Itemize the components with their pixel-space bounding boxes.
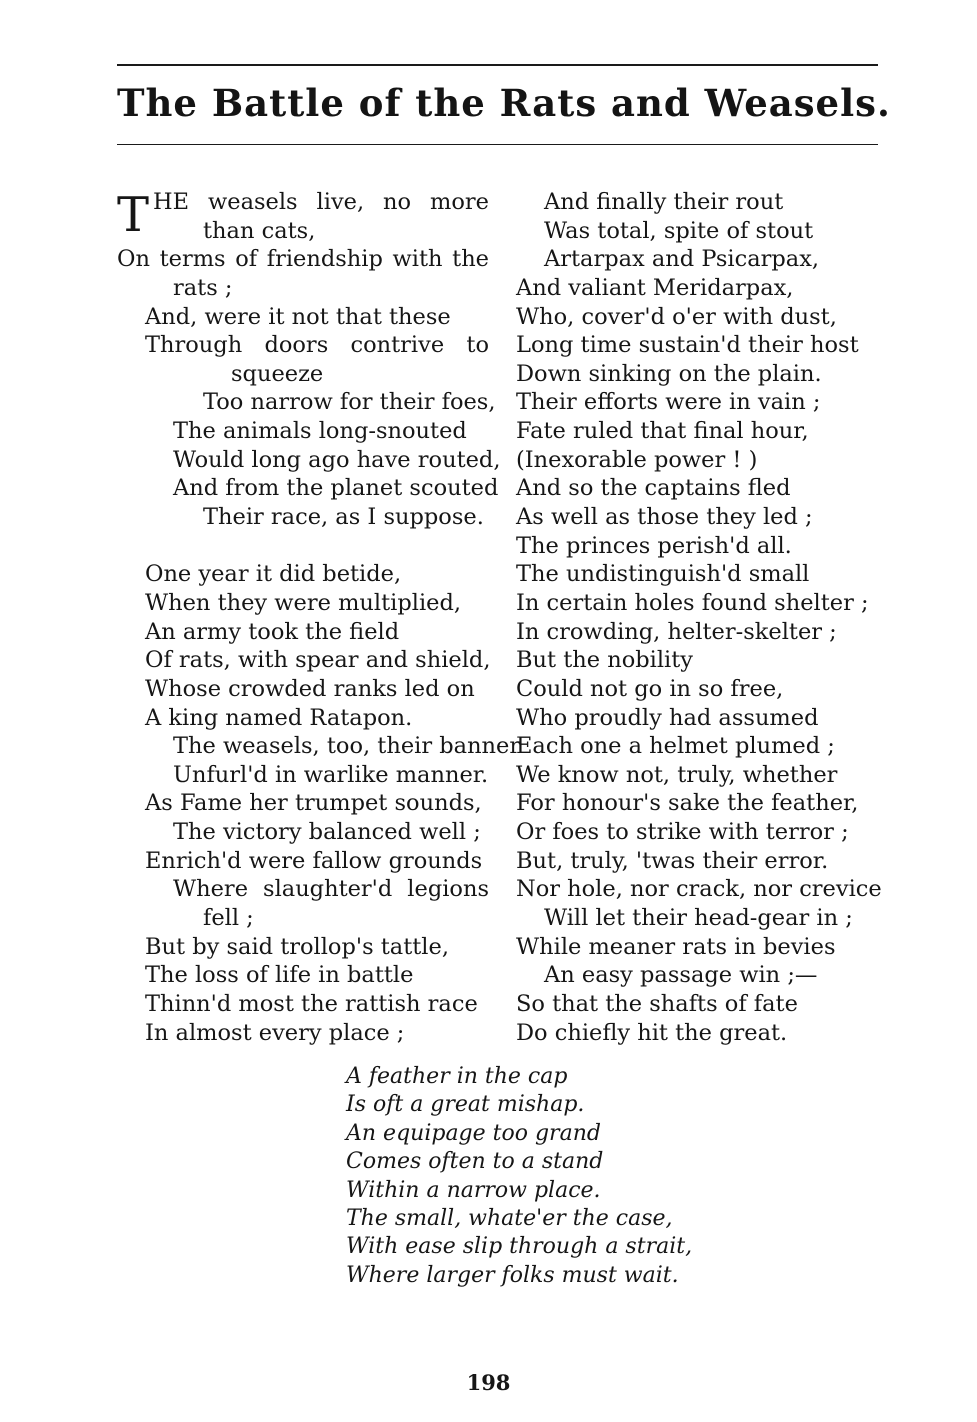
verse-line-text: Whose crowded ranks led on (145, 675, 475, 702)
verse-line (516, 589, 888, 618)
title-rule-top (117, 64, 878, 66)
moral-line: The small, whate'er the case, (346, 1205, 673, 1231)
verse-line (516, 933, 888, 962)
verse-line-text: Of rats, with spear and shield, (145, 647, 491, 674)
verse-line (516, 761, 888, 790)
verse-line-text: Do chiefly hit the great. (516, 1019, 788, 1046)
verse-line-text: We know not, truly, whether (516, 761, 838, 788)
verse-line-text: Fate ruled that final hour, (516, 418, 809, 445)
verse-line (117, 933, 489, 962)
moral-stanza (346, 1063, 746, 1290)
verse-line (516, 245, 888, 274)
verse-line-text: Would long ago have routed, (173, 446, 501, 473)
verse-line (117, 560, 489, 589)
verse-line (516, 188, 888, 217)
verse-line-text: Thinn'd most the rattish race (145, 990, 478, 1017)
verse-line-text: Nor hole, nor crack, nor crevice (516, 876, 882, 903)
verse-line-text: On terms of friendship with the (117, 246, 489, 273)
verse-line-text: The animals long-snouted (173, 418, 467, 445)
verse-line (117, 474, 499, 503)
verse-line (516, 417, 888, 446)
verse-line-text: But by said trollop's tattle, (145, 933, 449, 960)
verse-line (516, 732, 888, 761)
verse-line (117, 704, 489, 733)
verse-line-text: Where slaughter'd legions (173, 876, 489, 903)
verse-line-text: When they were multiplied, (145, 589, 462, 616)
verse-line-text: (Inexorable power ! ) (516, 446, 758, 473)
moral-line: Comes often to a stand (346, 1149, 604, 1175)
verse-line-text: And so the captains fled (516, 475, 791, 502)
verse-line-text: Who proudly had assumed (516, 704, 819, 731)
verse-line-text: HE weasels live, no more (153, 189, 489, 215)
verse-line-text: In certain holes found shelter ; (516, 589, 869, 616)
verse-line (516, 532, 888, 561)
verse-line (516, 474, 888, 503)
verse-line-text: Their efforts were in vain ; (516, 389, 821, 416)
verse-line (117, 245, 489, 274)
verse-line-text: In crowding, helter-skelter ; (516, 618, 837, 645)
verse-line (516, 446, 888, 475)
verse-line (117, 961, 489, 990)
verse-line-text: Was total, spite of stout (544, 217, 814, 244)
verse-line (516, 303, 888, 332)
verse-line (516, 875, 888, 904)
verse-line (117, 646, 489, 675)
verse-line (516, 990, 888, 1019)
verse-line (516, 847, 888, 876)
verse-line (516, 961, 888, 990)
verse-line-text: rats ; (173, 274, 233, 301)
verse-line-text: A king named Ratapon. (145, 704, 413, 731)
verse-line (516, 1019, 888, 1048)
verse-line-text: Will let their head-gear in ; (544, 905, 853, 932)
verse-line (117, 388, 496, 417)
verse-line-text: The undistinguish'd small (516, 561, 810, 588)
verse-line-text: An army took the field (145, 618, 400, 645)
verse-line-text: In almost every place ; (145, 1019, 405, 1046)
verse-line (117, 1019, 489, 1048)
verse-line (516, 388, 888, 417)
title-rule-bottom (117, 144, 878, 145)
moral-line: Is oft a great mishap. (346, 1092, 585, 1118)
verse-line (117, 818, 489, 847)
verse-line (117, 360, 489, 389)
verse-line (117, 503, 489, 532)
verse-line-text: Too narrow for their foes, (203, 389, 496, 416)
verse-line (117, 274, 489, 303)
verse-line-text: Down sinking on the plain. (516, 360, 822, 387)
verse-line-text: But the nobility (516, 647, 694, 674)
verse-line-text: Unfurl'd in warlike manner. (173, 761, 489, 788)
verse-line (117, 761, 489, 790)
poem-title: The Battle of the Rats and Weasels. (117, 81, 891, 125)
verse-line (117, 789, 489, 818)
verse-line-text: Who, cover'd o'er with dust, (516, 303, 837, 330)
verse-line (117, 589, 489, 618)
verse-line (117, 875, 489, 904)
verse-line-text: fell ; (203, 905, 254, 932)
verse-line (516, 360, 888, 389)
verse-line (117, 618, 489, 647)
verse-line-text: than cats, (203, 217, 316, 244)
verse-line-text: Artarpax and Psicarpax, (544, 246, 820, 273)
verse-line-text: Long time sustain'd their host (516, 332, 859, 359)
verse-line (516, 789, 888, 818)
verse-line (117, 904, 489, 933)
verse-line-text: Enrich'd were fallow grounds (145, 847, 483, 874)
verse-line-text: But, truly, 'twas their error. (516, 847, 829, 874)
verse-line (117, 732, 521, 761)
verse-line (117, 417, 489, 446)
verse-line-text: An easy passage win ;— (544, 962, 818, 989)
verse-line (117, 303, 489, 332)
moral-line: With ease slip through a strait, (346, 1234, 693, 1260)
moral-line: An equipage too grand (346, 1120, 601, 1146)
verse-line-text: The princes perish'd all. (516, 532, 792, 559)
verse-line (516, 904, 888, 933)
drop-cap: T (117, 187, 150, 243)
verse-line-text: Their race, as I suppose. (203, 504, 484, 531)
verse-line (117, 217, 489, 246)
moral-line: A feather in the cap (346, 1064, 568, 1089)
verse-line-text: While meaner rats in bevies (516, 933, 836, 960)
verse-line-text: Could not go in so free, (516, 675, 784, 702)
verse-line (516, 274, 888, 303)
stanza-break (117, 532, 489, 561)
moral-line: Within a narrow place. (346, 1177, 601, 1203)
verse-line (117, 675, 489, 704)
verse-line (516, 560, 888, 589)
verse-line (117, 331, 489, 360)
left-verse-column (117, 187, 521, 1047)
verse-line-text: As Fame her trumpet sounds, (145, 790, 482, 817)
verse-line-text: squeeze (231, 360, 324, 387)
verse-line (117, 990, 489, 1019)
verse-line (516, 704, 888, 733)
verse-line (516, 331, 888, 360)
verse-line-text: For honour's sake the feather, (516, 790, 859, 817)
verse-line (516, 818, 888, 847)
verse-line (117, 847, 489, 876)
verse-line-text: And valiant Meridarpax, (516, 274, 794, 301)
verse-line (516, 503, 888, 532)
page-number: 198 (466, 1370, 511, 1395)
verse-line (117, 446, 501, 475)
verse-line (516, 646, 888, 675)
verse-line (516, 618, 888, 647)
verse-line-text: So that the shafts of fate (516, 990, 798, 1017)
verse-line-text: Each one a helmet plumed ; (516, 733, 835, 760)
verse-line-text: And from the planet scouted (173, 475, 499, 502)
moral-line: Where larger folks must wait. (346, 1262, 679, 1288)
right-verse-column (516, 188, 888, 1047)
verse-line-text: And finally their rout (544, 189, 784, 215)
verse-line (516, 675, 888, 704)
verse-line-text: The weasels, too, their banner (173, 733, 521, 760)
verse-line-text: The victory balanced well ; (173, 819, 481, 846)
verse-line-text: Or foes to strike with terror ; (516, 819, 849, 846)
verse-line (516, 217, 888, 246)
verse-line-text: And, were it not that these (145, 303, 451, 330)
verse-line-text: As well as those they led ; (516, 504, 813, 531)
verse-line-text: Through doors contrive to (145, 332, 489, 359)
verse-line-text: One year it did betide, (145, 561, 402, 588)
verse-line-text: The loss of life in battle (145, 962, 414, 989)
